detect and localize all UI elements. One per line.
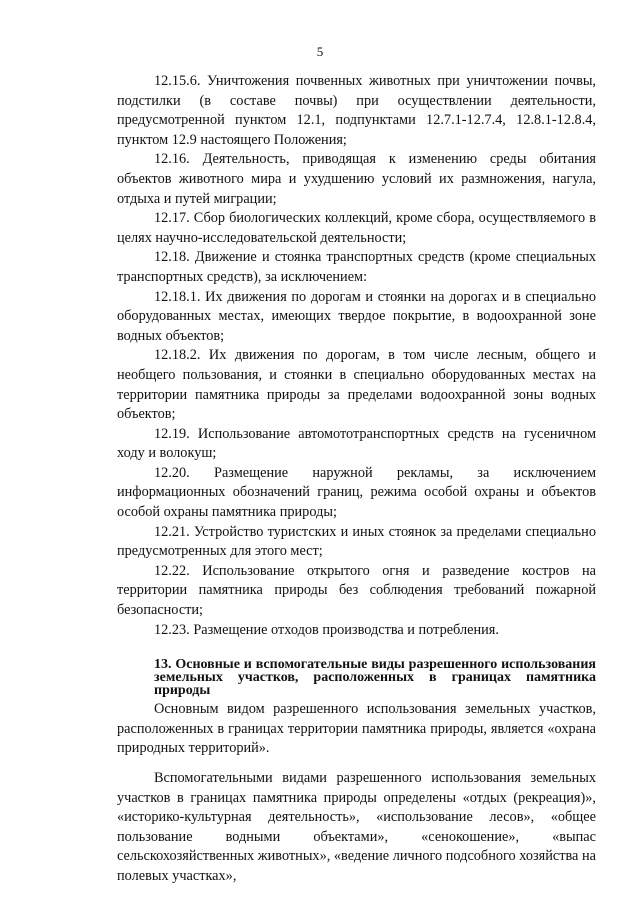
section-13-heading: 13. Основные и вспомогательные виды разрешенного использования земельных участков, расположенных в границах памятника природы (154, 657, 596, 699)
clause-12-20: 12.20. Размещение наружной рекламы, за исключением информационных обозначений границ, режима особой охраны и объектов особой охраны памятника природы; (117, 464, 596, 521)
clause-12-18-1: 12.18.1. Их движения по дорогам и стоянки на дорогах и в специально оборудованных местах, имеющих твердое покрытие, в водоохранной зоне водных объектов; (117, 288, 596, 344)
clause-12-17: 12.17. Сбор биологических коллекций, кроме сбора, осуществляемого в целях научно-исследовательской деятельности; (117, 210, 596, 246)
section-13-paragraph-auxiliary-use: Вспомогательными видами разрешенного использования земельных участков в границах памятника природы определены «отдых (рекреация)», «историко-культурная деятельность», «использование лесов», «общее пользование водными объектами», «сенокошение», «выпас сельскохозяйственных животных», «ведение личного подсобного хозяйства на полевых участках», (117, 770, 596, 884)
page-number: 5 (316, 44, 324, 59)
clause-12-18: 12.18. Движение и стоянка транспортных средств (кроме специальных транспортных средств), за исключением: (117, 249, 596, 285)
clause-12-16: 12.16. Деятельность, приводящая к изменению среды обитания объектов животного мира и ухудшению условий их размножения, нагула, отдыха и путей миграции; (117, 151, 596, 207)
document-body (117, 72, 596, 887)
clause-12-22: 12.22. Использование открытого огня и разведение костров на территории памятника природы без соблюдения требований пожарной безопасности; (117, 562, 596, 619)
clause-12-23: 12.23. Размещение отходов производства и потребления. (154, 621, 499, 638)
section-13-paragraph-main-use: Основным видом разрешенного использования земельных участков, расположенных в границах территории памятника природы, является «охрана природных территорий». (117, 701, 596, 757)
clause-12-15-6: 12.15.6. Уничтожения почвенных животных при уничтожении почвы, подстилки (в составе почвы) при осуществлении деятельности, предусмотренной пунктом 12.1, подпунктами 12.7.1-12.7.4, 12.8.1-12.8.4, пунктом 12.9 настоящего Положения; (117, 73, 596, 148)
clause-12-18-2: 12.18.2. Их движения по дорогам, в том числе лесным, общего и необщего пользования, и стоянки в специально оборудованных местах на территории памятника природы за пределами водоохранной зоны водных объектов; (117, 347, 596, 423)
clause-12-19: 12.19. Использование автомототранспортных средств на гусеничном ходу и волокуш; (117, 425, 596, 462)
clause-12-21: 12.21. Устройство туристских и иных стоянок за пределами специально предусмотренных для этого мест; (117, 523, 596, 560)
